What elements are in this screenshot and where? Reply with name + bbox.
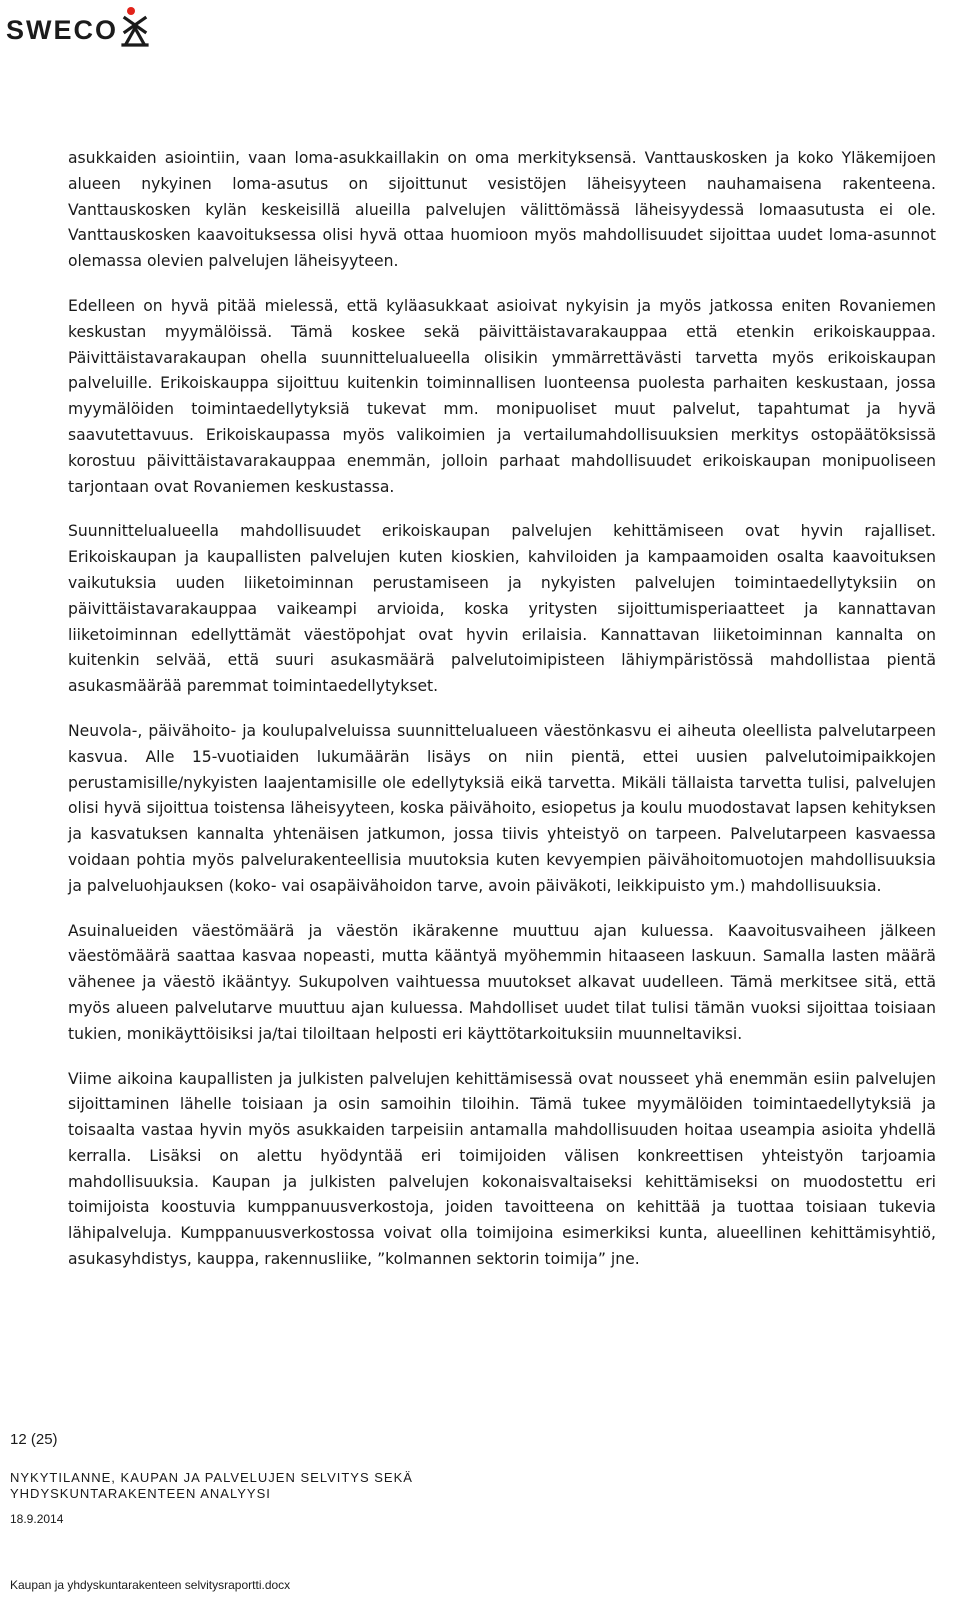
sweco-logo: [6, 4, 150, 50]
footer-date: 18.9.2014: [10, 1512, 64, 1526]
paragraph: Viime aikoina kaupallisten ja julkisten palvelujen kehittämisessä ovat nousseet yhä enemmän esiin palvelujen sijoittaminen lähelle toisiaan ja osin samoihin tiloihin. Tämä tukee myymälöiden toimintaedellytyksiä ja toisaalta vastaa hyvin myös asukkaiden tarpeisiin antamalla mahdollisuuden hoitaa useampia asioita yhdellä kerralla. Lisäksi on alettu hyödyntää eri toimijoiden välisen konkreettisen yhteistyön tarjoamia mahdollisuuksia. Kaupan ja julkisten palvelujen kokonaisvaltaiseksi kehittämiseksi on muodostettu eri toimijoista koostuvia kumppanuusverkostoja, joiden tavoitteena on kehittää ja tuottaa toisiaan tukevia lähipalveluja. Kumppanuusverkostossa voivat olla toimijoina esimerkiksi kunta, alueellinen kehittämisyhtiö, asukasyhdistys, kauppa, rakennusliike, ”kolmannen sektorin toimija” jne.: [68, 1069, 936, 1269]
footer-title-line: NYKYTILANNE, KAUPAN JA PALVELUJEN SELVITYS SEKÄ: [10, 1470, 413, 1485]
footer-title-line: YHDYSKUNTARAKENTEEN ANALYYSI: [10, 1486, 271, 1501]
paragraph: Asuinalueiden väestömäärä ja väestön ikärakenne muuttuu ajan kuluessa. Kaavoitusvaiheen jälkeen väestömäärä saattaa kasvaa nopeasti, mutta kääntyä myöhemmin hitaaseen laskuun. Samalla lasten määrä vähenee ja väestö ikääntyy. Sukupolven vaihtuessa muutokset alkavat uudelleen. Tämä merkitsee sitä, että myös alueen palvelutarve muuttuu ajan kuluessa. Mahdolliset uudet tilat tulisi tämän vuoksi sijoittaa toisiaan tukien, monikäyttöisiksi ja/tai tiloiltaan helposti eri käyttötarkoituksiin muunneltaviksi.: [68, 921, 936, 1043]
logo-wordmark: SWECO: [6, 15, 119, 45]
paragraph: asukkaiden asiointiin, vaan loma-asukkaillakin on oma merkityksensä. Vanttauskosken ja koko Yläkemijoen alueen nykyinen loma-asutus on sijoittunut vesistöjen läheisyyteen nauhamaisena rakenteena. Vanttauskosken kylän keskeisillä alueilla palvelujen välittömässä läheisyydessä lomaasutusta ei ole. Vanttauskosken kaavoituksessa olisi hyvä ottaa huomioon myös mahdollisuudet sijoittaa uudet loma-asunnot olemassa olevien palvelujen läheisyyteen.: [68, 149, 936, 271]
footer-title: [10, 1470, 413, 1502]
paragraph: Neuvola-, päivähoito- ja koulupalveluissa suunnittelualueen väestönkasvu ei aiheuta oleellista palvelutarpeen kasvua. Alle 15-vuotiaiden lukumäärän lisäys on niin pientä, ettei uusien palvelutoimipaikkojen perustamisille/nykyisten laajentamisille ole edellytyksiä eikä tarvetta. Mikäli tällaista tarvetta tulisi, palvelujen olisi hyvä sijoittua toistensa läheisyyteen, koska päivähoito, esiopetus ja koulu muodostavat lapsen kehityksen ja kasvatuksen kannalta yhtenäisen jatkumon, jossa tiivis yhteistyö on tarpeen. Palvelutarpeen kasvaessa voidaan pohtia myös palvelurakenteellisia muutoksia kuten kevyempien päivähoitomuotojen mahdollisuuksia ja palveluohjauksen (koko- vai osapäivähoidon tarve, avoin päiväkoti, leikkipuisto ym.) mahdollisuuksia.: [68, 721, 936, 895]
footer-filename: Kaupan ja yhdyskuntarakenteen selvitysraportti.docx: [10, 1578, 291, 1592]
page-number: 12 (25): [10, 1431, 58, 1448]
paragraph: Suunnittelualueella mahdollisuudet erikoiskaupan palvelujen kehittämiseen ovat hyvin rajalliset. Erikoiskaupan ja kaupallisten palvelujen kuten kioskien, kahviloiden ja kampaamoiden osalta kaavoituksen vaikutuksia uuden liiketoiminnan perustamiseen ja nykyisten palvelujen toimintaedellytyksiin on päivittäistavarakauppaa vaikeampi arvioida, koska yritysten sijoittumisperiaatteet ja kannattavan liiketoiminnan edellyttämät väestöpohjat ovat hyvin erilaisia. Kannattavan liiketoiminnan kannalta on kuitenkin selvää, että suuri asukasmäärä palvelutoimipisteen lähiympäristössä mahdollistaa pientä asukasmäärää paremmat toimintaedellytykset.: [68, 522, 936, 696]
paragraph: Edelleen on hyvä pitää mielessä, että kyläasukkaat asioivat nykyisin ja myös jatkossa eniten Rovaniemen keskustan myymälöissä. Tämä koskee sekä päivittäistavarakauppaa että etenkin erikoiskauppaa. Päivittäistavarakaupan ohella suunnittelualueella olisikin ymmärrettävästi tarvetta myös erikoiskaupan palveluille. Erikoiskauppa sijoittuu kuitenkin toiminnallisen luonteensa puolesta parhaiten keskustaan, jossa myymälöiden toimintaedellytyksiä tukevat mm. monipuoliset muut palvelut, tapahtumat ja hyvä saavutettavuus. Erikoiskaupassa myös valikoimien ja vertailumahdollisuuksien merkitys ostopäätöksissä korostuu päivittäistavarakauppaa enemmän, jolloin parhaat mahdollisuudet erikoiskaupan monipuoliseen tarjontaan ovat Rovaniemen keskustassa.: [68, 296, 936, 496]
sweco-figure-icon: [120, 6, 150, 50]
document-body: [68, 146, 936, 1292]
